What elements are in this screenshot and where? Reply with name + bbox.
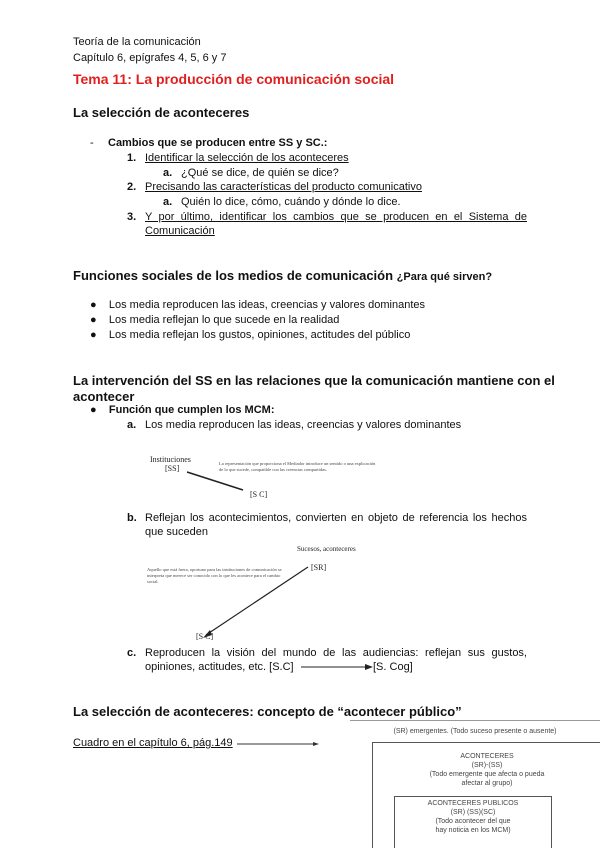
diagram-node: [SR] — [311, 563, 327, 572]
list-item-cont: Comunicación — [145, 225, 215, 237]
list-letter: b. — [127, 512, 137, 524]
section-heading — [73, 268, 492, 283]
list-number: 2. — [127, 181, 137, 193]
list-item: Reproducen la visión del mundo de las audiencias: reflejan sus gustos, — [145, 647, 527, 659]
list-item-cont: que suceden — [145, 526, 208, 538]
list-item: Reflejan los acontecimientos, convierten en objeto de referencia los hechos — [145, 512, 527, 524]
page-title: Tema 11: La producción de comunicación social — [73, 71, 395, 87]
box-line: (SR) (SS)(SC) — [450, 809, 496, 816]
bullet-text: Los media reflejan los gustos, opiniones, actitudes del público — [108, 329, 411, 341]
diagram-note: Aquello que está fuera, oportuno para las instituciones de comunicación se interpreta que merece ser conocido con lo que les acontece para el cambio social. — [147, 567, 282, 584]
bullet-item: ● Los media reproducen las ideas, creencias y valores dominantes — [90, 299, 425, 311]
list-letter: c. — [127, 647, 137, 659]
list-item: Identificar la selección de los aconteceres — [145, 152, 349, 164]
box-line: (Todo acontecer del que — [435, 818, 511, 825]
list-subitem: ¿Qué se dice, de quién se dice? — [181, 167, 339, 179]
list-subitem: Quién lo dice, cómo, cuándo y dónde lo dice. — [181, 196, 401, 208]
header-chapter: Capítulo 6, epígrafes 4, 5, 6 y 7 — [73, 52, 227, 64]
list-lead: Cambios que se producen entre SS y SC.: — [108, 137, 328, 149]
chapter-reference-link[interactable]: Cuadro en el capítulo 6, pág.149 — [73, 737, 233, 749]
inner-box — [394, 796, 552, 848]
connector-line — [185, 470, 245, 492]
arrow-icon — [301, 662, 373, 672]
bullet-text: Función que cumplen los MCM: — [108, 404, 275, 416]
list-letter: a. — [163, 196, 173, 208]
bullet-text: Los media reflejan lo que sucede en la realidad — [108, 314, 340, 326]
list-item: Precisando las características del producto comunicativo — [145, 181, 422, 193]
diagram-node: [S C] — [250, 490, 268, 499]
list-letter: a. — [163, 167, 173, 179]
arrow-line — [200, 565, 310, 640]
list-letter: a. — [127, 419, 137, 431]
diagram-node: [S C] — [196, 632, 214, 641]
diagram-note: La representación que proporciona el Mediador introduce un sentido o una explicación de lo que sucede, compatible con las creencias compartidas. — [219, 461, 376, 472]
diagram-node: [SS] — [165, 464, 180, 473]
pointer-line — [237, 740, 319, 748]
list-item-cont: opiniones, actitudes, etc. [S.C] — [145, 661, 294, 673]
list-item: Los media reproducen las ideas, creencias y valores dominantes — [145, 419, 462, 431]
bullet-item: ● Los media reflejan los gustos, opiniones, actitudes del público — [90, 329, 411, 341]
figure-rule — [350, 720, 600, 721]
bullet-text: Los media reproducen las ideas, creencias y valores dominantes — [108, 299, 425, 311]
list-number: 1. — [127, 152, 137, 164]
list-number: 3. — [127, 211, 137, 223]
section-heading-cont: acontecer — [73, 389, 135, 404]
box-line: afectar al grupo) — [461, 780, 513, 787]
box-line: ACONTECERES PUBLICOS — [427, 800, 519, 807]
heading-text: Funciones sociales de los medios de comunicación — [73, 268, 394, 283]
section-heading: La intervención del SS en las relaciones que la comunicación mantiene con el — [73, 373, 555, 388]
diagram-label: Sucesos, aconteceres — [297, 545, 356, 553]
figure-caption: (SR) emergentes. (Todo suceso presente o ausente) — [393, 728, 557, 735]
diagram-label: Instituciones — [150, 455, 191, 464]
arrow-target: [S. Cog] — [373, 661, 413, 673]
section-heading: La selección de aconteceres: concepto de “acontecer público” — [73, 704, 462, 719]
list-item: Y por último, identificar los cambios que se producen en el Sistema de — [145, 211, 527, 223]
inner-text — [395, 799, 551, 835]
box-line: ACONTECERES — [460, 753, 514, 760]
box-line: (SR)-(SS) — [471, 762, 503, 769]
header-course: Teoría de la comunicación — [73, 36, 201, 48]
outer-text — [373, 752, 600, 788]
dash-marker: - — [90, 137, 94, 149]
section-heading: La selección de aconteceres — [73, 105, 250, 120]
box-line: (Todo emergente que afecta o pueda — [429, 771, 545, 778]
heading-question: ¿Para qué sirven? — [396, 271, 493, 283]
bullet-item: ● Función que cumplen los MCM: — [90, 404, 275, 416]
box-line: hay noticia en los MCM) — [435, 827, 511, 834]
bullet-item: ● Los media reflejan lo que sucede en la realidad — [90, 314, 340, 326]
